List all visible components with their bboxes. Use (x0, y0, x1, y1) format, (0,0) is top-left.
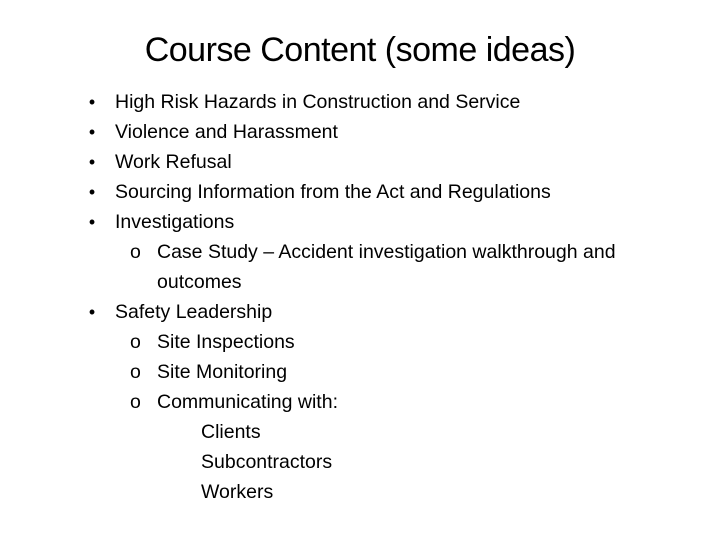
bullet-icon: • (88, 302, 96, 322)
list-item: Work Refusal (115, 151, 232, 173)
sub-list-item: Site Monitoring (157, 361, 288, 383)
bullet-icon: • (88, 92, 96, 112)
list-item: Sourcing Information from the Act and Regulations (115, 181, 551, 203)
sub-sub-list-item: Subcontractors (201, 451, 333, 473)
slide-title: Course Content (some ideas) (144, 31, 576, 69)
sub-sub-list-item: Clients (201, 421, 261, 443)
bullet-icon: • (88, 182, 96, 202)
bullet-icon: • (88, 152, 96, 172)
sub-bullet-icon: o (130, 391, 141, 413)
bullet-icon: • (88, 212, 96, 232)
sub-list-item: Communicating with: (157, 391, 338, 413)
list-item: High Risk Hazards in Construction and Service (115, 91, 521, 113)
sub-bullet-icon: o (130, 331, 141, 353)
sub-bullet-icon: o (130, 361, 141, 383)
sub-sub-list-item: Workers (201, 481, 274, 503)
list-item: Investigations (115, 211, 235, 233)
bullet-icon: • (88, 122, 96, 142)
list-item: Violence and Harassment (115, 121, 338, 143)
sub-bullet-icon: o (130, 241, 141, 263)
sub-list-item: Site Inspections (157, 331, 295, 353)
sub-list-item-continuation: outcomes (157, 271, 242, 293)
sub-list-item: Case Study – Accident investigation walkthrough and (157, 241, 616, 263)
list-item: Safety Leadership (115, 301, 273, 323)
